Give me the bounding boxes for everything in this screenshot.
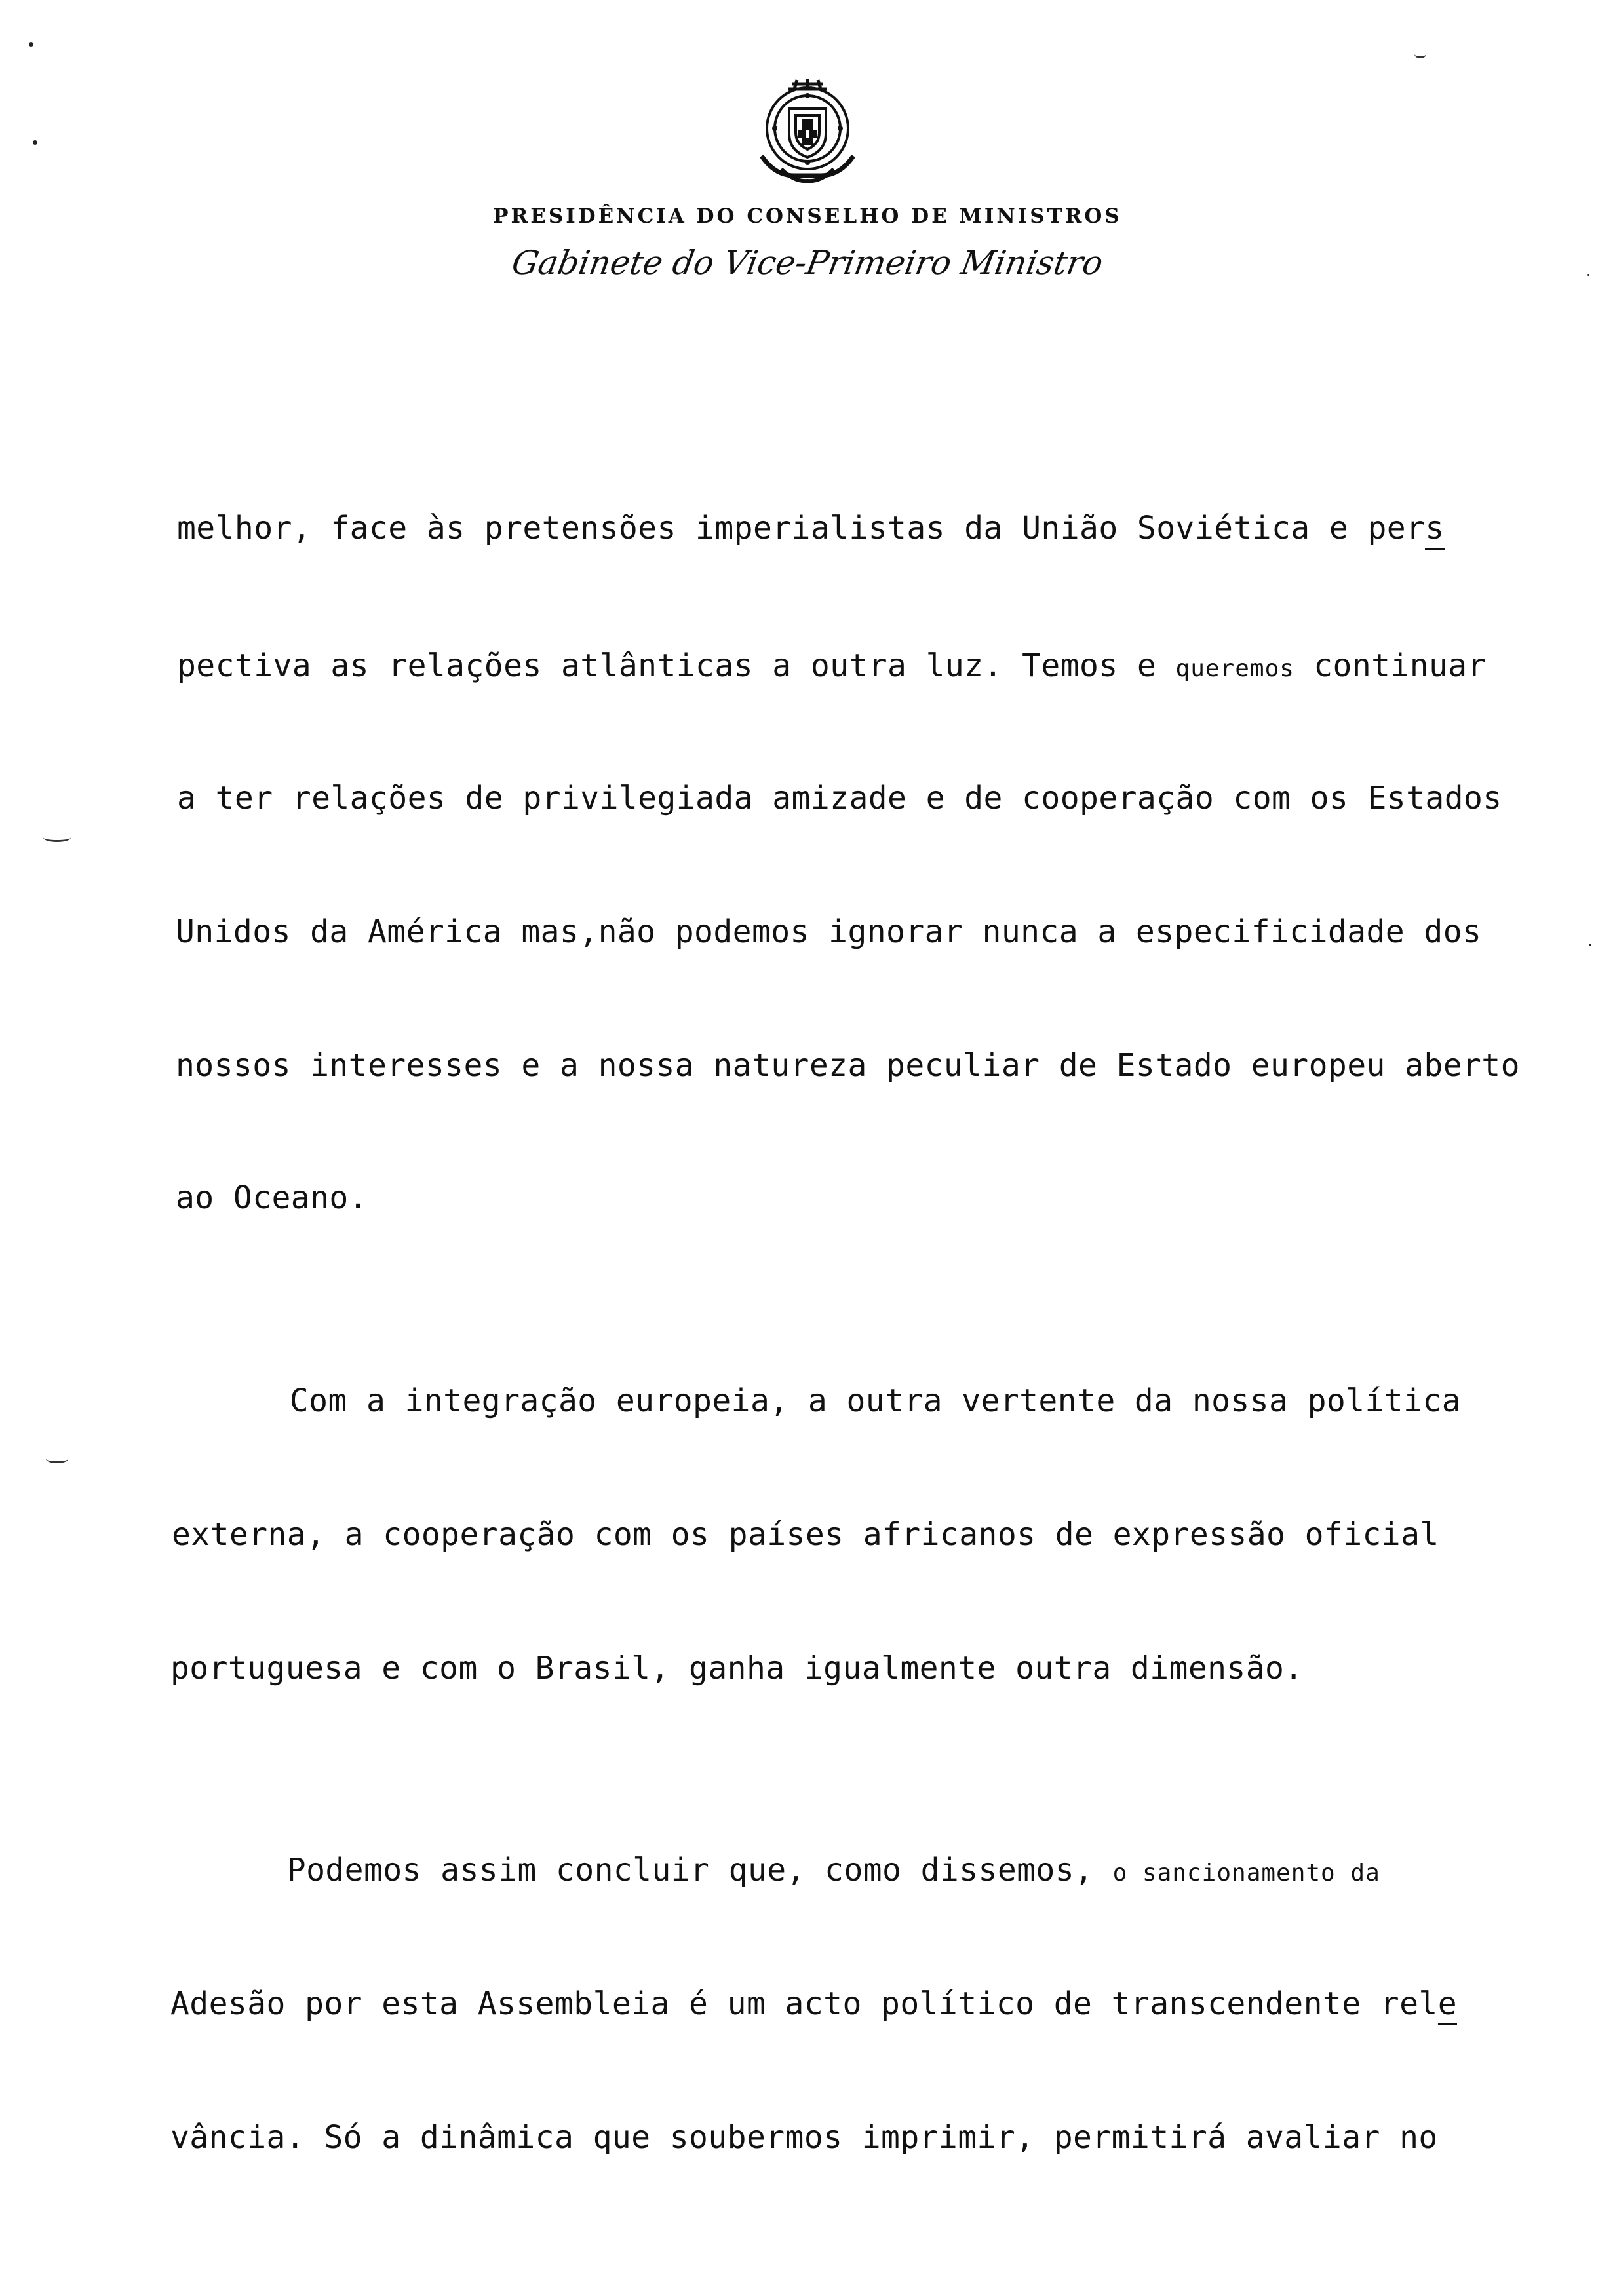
text-segment: continuar xyxy=(1294,647,1487,684)
text-segment: s xyxy=(1425,510,1445,546)
text-segment: e xyxy=(1437,1985,1458,2022)
paragraph-1-line-1 xyxy=(177,510,1445,546)
text-segment: Podemos assim concluir que, como dissemos, xyxy=(172,1852,1113,1888)
paragraph-1-line-6: ao Oceano. xyxy=(176,1179,368,1216)
text-segment-small: o sancionamento da xyxy=(1112,1860,1380,1886)
paragraph-2-line-1: Com a integração europeia, a outra vertente da nossa política xyxy=(174,1383,1461,1419)
paragraph-3-line-1 xyxy=(172,1852,1380,1888)
text-segment: melhor, face às pretensões imperialistas da União Soviética e per xyxy=(177,510,1426,546)
organization-name: PRESIDÊNCIA DO CONSELHO DE MINISTROS xyxy=(493,204,1122,228)
text-segment-small: queremos xyxy=(1175,655,1294,682)
paragraph-1-line-2 xyxy=(177,647,1487,684)
paragraph-1-line-3: a ter relações de privilegiada amizade e de cooperação com os Estados xyxy=(177,780,1502,816)
text-segment: Adesão por esta Assembleia é um acto político de transcendente rel xyxy=(170,1985,1438,2022)
paragraph-1-line-5: nossos interesses e a nossa natureza peculiar de Estado europeu aberto xyxy=(176,1047,1520,1084)
cabinet-name: Gabinete do Vice-Primeiro Ministro xyxy=(509,244,1106,282)
paragraph-2-line-2: externa, a cooperação com os países africanos de expressão oficial xyxy=(172,1516,1439,1553)
hyphen-underlined-letter xyxy=(1438,1985,1457,2025)
paragraph-2-line-3: portuguesa e com o Brasil, ganha igualmente outra dimensão. xyxy=(170,1650,1304,1687)
text-segment: pectiva as relações atlânticas a outra luz. Temos e xyxy=(177,647,1176,684)
paragraph-1-line-4: Unidos da América mas,não podemos ignorar nunca a especificidade dos xyxy=(176,913,1482,950)
paragraph-3-line-3: vância. Só a dinâmica que soubermos imprimir, permitirá avaliar no xyxy=(170,2119,1438,2156)
paragraph-3-line-2 xyxy=(170,1985,1457,2022)
hyphen-underlined-letter xyxy=(1425,510,1444,550)
